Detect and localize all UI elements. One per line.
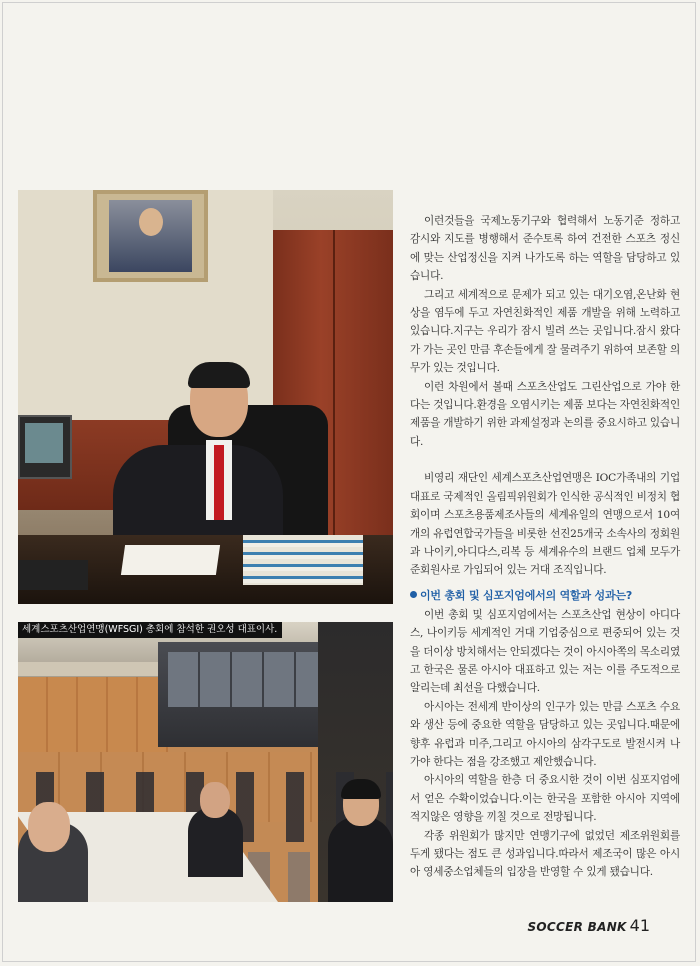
article-paragraph: 그리고 세계적으로 문제가 되고 있는 대기오염,온난화 현상을 염두에 두고 자연친화적인 제품 개발을 위해 노력하고 있습니다.지구는 우리가 잠시 빌려 쓰는 곳입니다.잠시 왔다가 가는 곳인 만큼 후손들에게 잘 물려주기 위하여 보존할 의무가 있는 것입니다. bbox=[410, 288, 680, 375]
photo-caption: 세계스포츠산업연맹(WFSGI) 총회에 참석한 권오성 대표이사. bbox=[18, 622, 282, 638]
conference-photo bbox=[18, 622, 393, 902]
page-footer bbox=[527, 916, 650, 935]
article-paragraph: 각종 위원회가 많지만 연맹기구에 없었던 제조위원회를 두게 됐다는 점도 큰 성과입니다.따라서 제조국이 많은 아시아 영세중소업체들의 입장을 반영할 수 있게 됐습니다. bbox=[410, 829, 680, 879]
article-paragraph: 아시아는 전세계 반이상의 인구가 있는 만큼 스포츠 수요와 생산 등에 중요한 역할을 담당하고 있는 곳입니다.때문에 향후 유럽과 미주,그리고 아시아의 삼각구도로 발전시켜 나가야 한다는 점을 강조했고 제안했습니다. bbox=[410, 700, 680, 768]
article-body bbox=[410, 212, 680, 882]
section-heading bbox=[410, 586, 680, 606]
article-paragraph: 아시아의 역할을 한층 더 중요시한 것이 이번 심포지엄에서 얻은 수확이었습니다.이는 한국을 포함한 아시아 지역에 적지않은 영향을 끼칠 것으로 전망됩니다. bbox=[410, 774, 680, 824]
magazine-brand: SOCCER BANK bbox=[527, 920, 627, 934]
article-paragraph: 이런것들을 국제노동기구와 협력해서 노동기준 정하고 감시와 지도를 병행해서 준수토록 하여 건전한 스포츠 정신에 맞는 산업정신을 지켜 나가도록 하는 역할을 담당하고 있습니다. bbox=[410, 215, 680, 283]
section-heading-text: 이번 총회 및 심포지엄에서의 역할과 성과는? bbox=[420, 588, 632, 602]
interview-photo bbox=[18, 190, 393, 604]
bullet-dot-icon bbox=[410, 591, 417, 598]
article-paragraph: 이번 총회 및 심포지엄에서는 스포츠산업 현상이 아디다스, 나이키등 세계적인 거대 기업중심으로 편중되어 있는 것을 더이상 방치해서는 안되겠다는 것이 아시아쪽의 목소리였고 한국은 물론 아시아 대표하고 있는 저는 이를 주도적으로 알리는데 최선을 다했습니다. bbox=[410, 608, 680, 695]
article-paragraph: 비영리 재단인 세계스포츠산업연맹은 IOC가족내의 기업대표로 국제적인 올림픽위원회가 인식한 공식적인 비정치 협회이며 스포츠용품제조사들의 세계유일의 연맹으로서 10여개의 유럽연합국가들을 비롯한 선진25개국 소속사의 정회원과 나이키,아디다스,리복 등 세계유수의 브랜드 업체 모두가 준회원사로 가입되어 있는 거대 조직입니다. bbox=[410, 472, 680, 577]
page-number: 41 bbox=[629, 916, 650, 935]
wall-portrait bbox=[93, 190, 208, 282]
monitor bbox=[18, 415, 72, 479]
article-paragraph: 이런 차원에서 볼때 스포츠산업도 그린산업으로 가야 한다는 것입니다.환경을 오염시키는 제품 보다는 자연친화적인 제품을 개발하기 위한 과제설정과 논의를 중요시하고 있습니다. bbox=[410, 380, 680, 448]
